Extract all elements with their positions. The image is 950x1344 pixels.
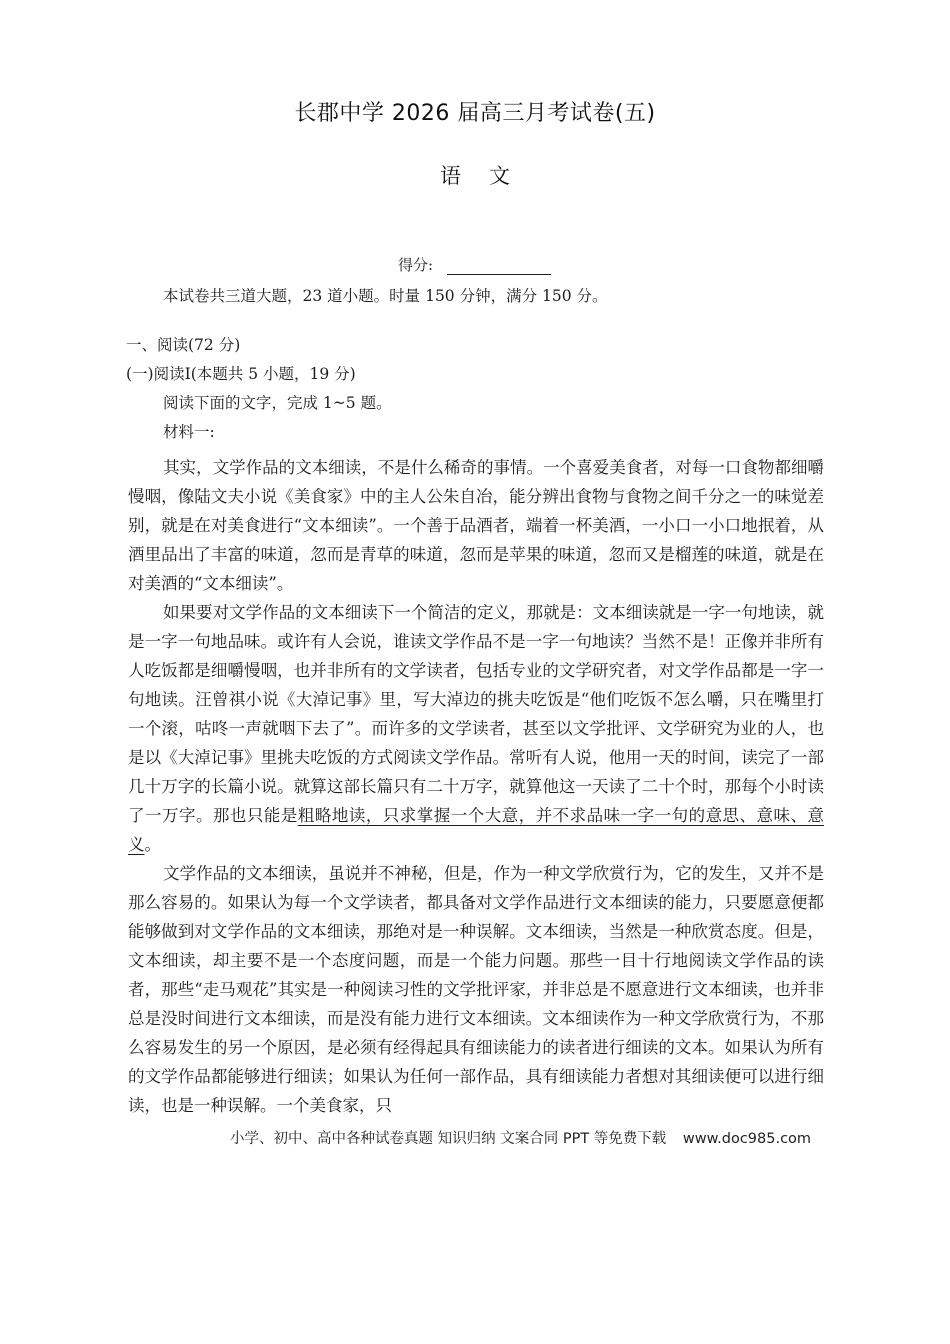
exam-intro: 本试卷共三道大题，23 道小题。时量 150 分钟，满分 150 分。	[163, 287, 608, 305]
subject-title: 语文	[440, 164, 538, 188]
exam-title: 长郡中学 2026 届高三月考试卷(五)	[294, 101, 656, 126]
footer-url: www.doc985.com	[682, 1131, 812, 1147]
passage-paragraph-2	[128, 598, 824, 859]
section-heading: 一、阅读(72 分)	[126, 336, 241, 354]
exam-body	[128, 282, 824, 1120]
sub-section-heading: (一)阅读Ⅰ(本题共 5 小题，19 分)	[126, 365, 356, 383]
page-footer	[230, 1127, 811, 1148]
paragraph-2-end: 。	[144, 835, 161, 854]
passage-paragraph-1: 其实，文学作品的文本细读，不是什么稀奇的事情。一个喜爱美食者，对每一口食物都细嚼慢咽，像陆文夫小说《美食家》中的主人公朱自冶，能分辨出食物与食物之间千分之一的味觉差别，就是在对美食进行“文本细读”。一个善于品酒者，端着一杯美酒，一小口一小口地抿着，从酒里品出了丰富的味道，忽而是青草的味道，忽而是苹果的味道，忽而又是榴莲的味道，就是在对美酒的“文本细读”。	[128, 458, 824, 593]
score-label: 得分:	[398, 256, 434, 274]
footer-text: 小学、初中、高中各种试卷真题 知识归纳 文案合同 PPT 等免费下载	[230, 1131, 667, 1147]
score-field	[398, 254, 551, 275]
material-label: 材料一:	[163, 423, 215, 441]
reading-passage	[128, 453, 824, 1120]
passage-paragraph-3: 文学作品的文本细读，虽说并不神秘，但是，作为一种文学欣赏行为，它的发生，又并不是那么容易的。如果认为每一个文学读者，都具备对文学作品进行文本细读的能力，只要愿意便都能够做到对文学作品的文本细读，那绝对是一种误解。文本细读，当然是一种欣赏态度。但是，文本细读，却主要不是一个态度问题，而是一个能力问题。那些一目十行地阅读文学作品的读者，那些“走马观花”其实是一种阅读习性的文学批评家，并非总是不愿意进行文本细读，也并非总是没时间进行文本细读，而是没有能力进行文本细读。文本细读作为一种文学欣赏行为，不那么容易发生的另一个原因，是必须有经得起具有细读能力的读者进行细读的文本。如果认为所有的文学作品都能够进行细读；如果认为任何一部作品，具有细读能力者想对其细读便可以进行细读，也是一种误解。一个美食家，只	[128, 864, 824, 1115]
score-blank-line	[447, 258, 551, 275]
underlined-sentence: 粗略地读，只求掌握一个大意，并不求品味一字一句的意思、意味、意义	[128, 806, 825, 854]
reading-instruction: 阅读下面的文字，完成 1~5 题。	[163, 394, 392, 412]
paragraph-2-text: 如果要对文学作品的文本细读下一个简洁的定义，那就是：文本细读就是一字一句地读，就是一字一句地品味。或许有人会说，谁读文学作品不是一字一句地读？当然不是！正像并非所有人吃饭都是细嚼慢咽，也并非所有的文学读者，包括专业的文学研究者，对文学作品都是一字一句地读。汪曾祺小说《大淖记事》里，写大淖边的挑夫吃饭是“他们吃饭不怎么嚼，只在嘴里打一个滚，咕咚一声就咽下去了”。而许多的文学读者，甚至以文学批评、文学研究为业的人，也是以《大淖记事》里挑夫吃饭的方式阅读文学作品。常听有人说，他用一天的时间，读完了一部几十万字的长篇小说。就算这部长篇只有二十万字，就算他这一天读了二十个时，那每个小时读了一万字。那也只能是	[128, 603, 824, 825]
